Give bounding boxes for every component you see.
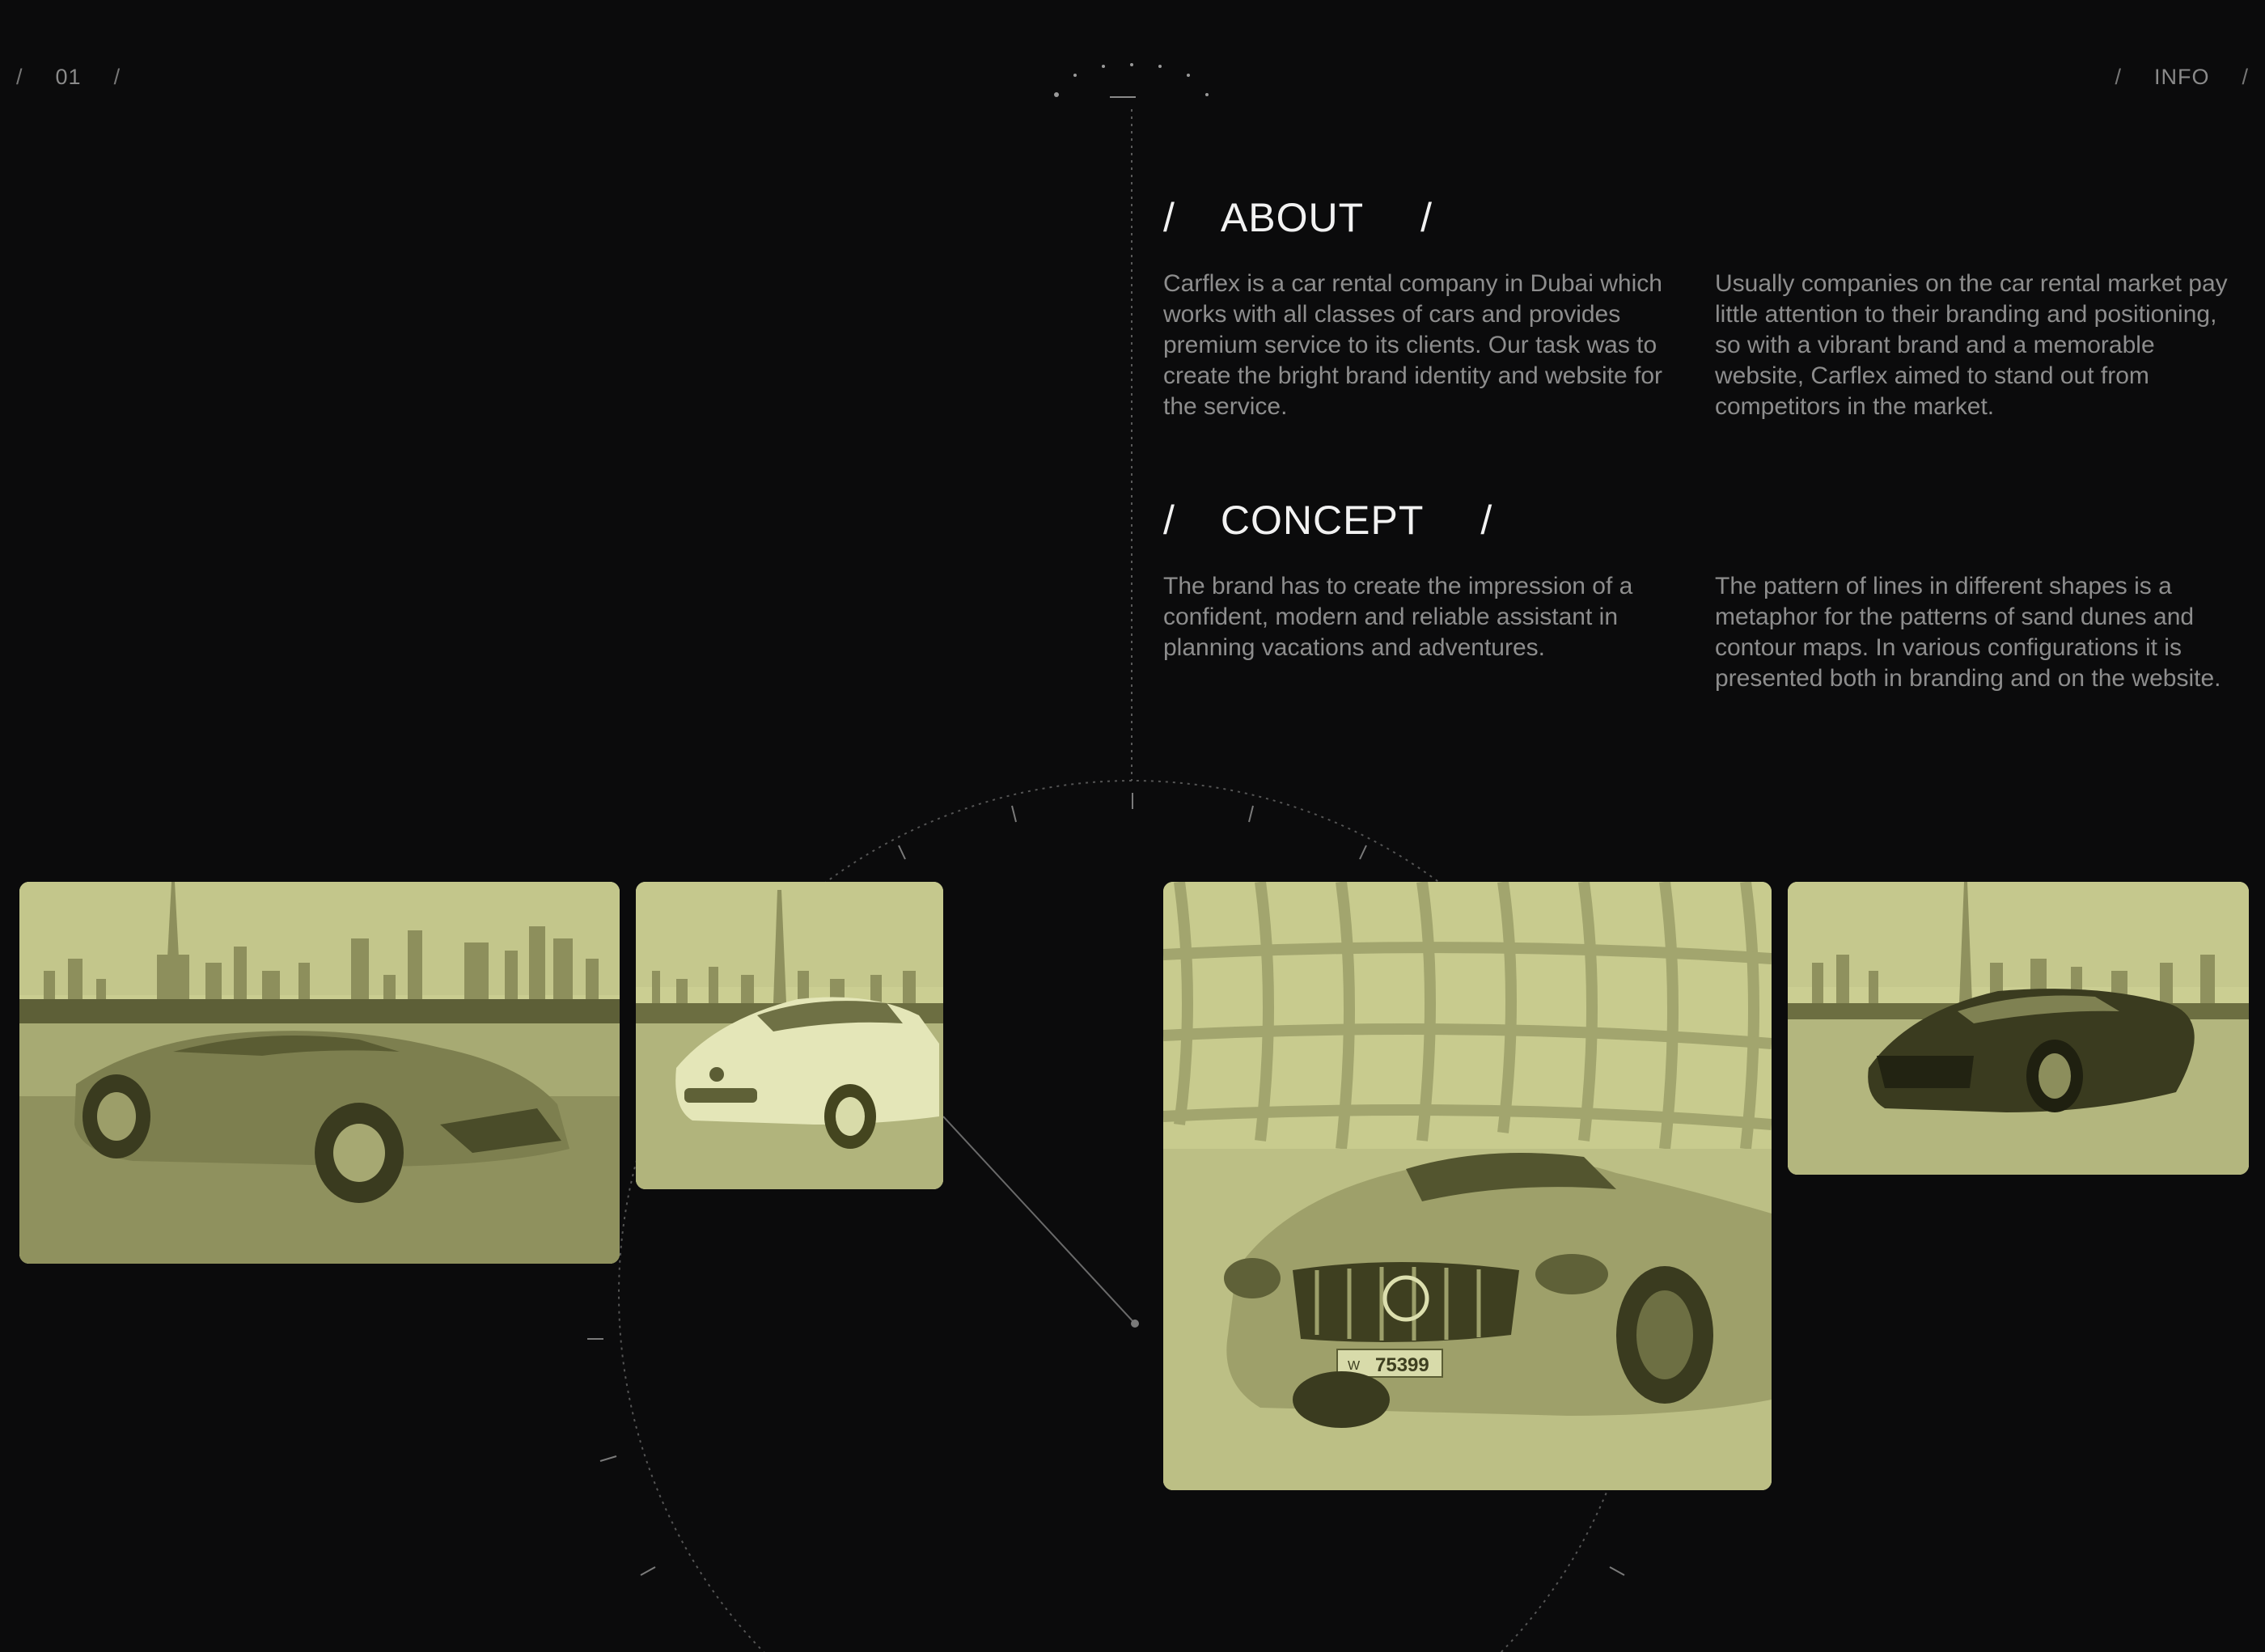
about-heading: / ABOUT / — [1163, 195, 1433, 240]
page-index: / 01 / — [16, 65, 121, 89]
concept-text-1: The brand has to create the impression of a confident, modern and reliable assistant in planning vacations and adventures. — [1163, 573, 1633, 661]
about-title: ABOUT — [1220, 195, 1365, 240]
photo-sedan — [636, 882, 943, 1189]
photo-amg-gt — [1163, 882, 1772, 1490]
photo-audi-r8 — [1788, 882, 2249, 1175]
info-link[interactable]: / INFO / — [2115, 65, 2249, 89]
info-label: INFO — [2153, 65, 2210, 89]
plate-number: 75399 — [1375, 1354, 1429, 1376]
about-text-1: Carflex is a car rental company in Dubai which works with all classes of cars and provides premium service to its clients. Our task was to create the bright brand identity and website for the service. — [1163, 270, 1663, 420]
photo-corvette — [19, 882, 620, 1264]
plate-prefix: W — [1348, 1359, 1361, 1373]
page-number: 01 — [55, 65, 82, 89]
concept-text-2: The pattern of lines in different shapes is a metaphor for the patterns of sand dunes and contour maps. In various configurations it is presented both in branding and on the website. — [1715, 573, 2221, 692]
about-text-2: Usually companies on the car rental market pay little attention to their branding and positioning, so with a vibrant brand and a memorable website, Carflex aimed to stand out from competitors in the market. — [1715, 270, 2228, 420]
concept-heading: / CONCEPT / — [1163, 498, 1493, 543]
concept-title: CONCEPT — [1220, 498, 1425, 543]
